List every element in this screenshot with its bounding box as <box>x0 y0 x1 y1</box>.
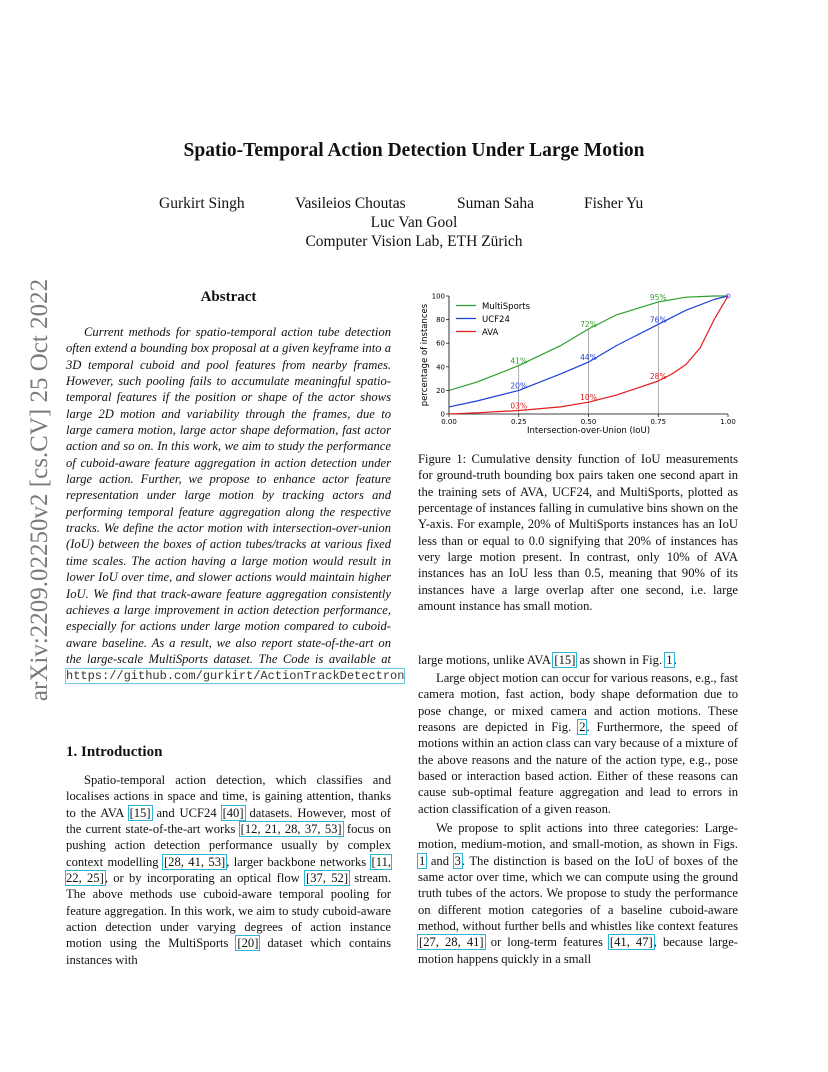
x-tick-label: 1.00 <box>720 418 736 426</box>
y-tick-label: 20 <box>436 386 445 395</box>
author-name: Fisher Yu <box>584 195 644 212</box>
paragraph-text: . Furthermore, the speed of motions within an action class can vary because of a mixture of the above reasons and the nature of the action type, e.g., pose based or interaction based action. Either of these reasons can cause sub-optimal feature aggregation and lead to errors in action classification of a given reason. <box>418 720 738 816</box>
paragraph-text: Large object motion can occur for various reasons, e.g., fast camera motion, fast action, body shape deformation due to pose change, or mixed camera and action motions. These reasons are depicted in Fig. <box>418 671 738 735</box>
paragraph-text: and <box>426 853 454 868</box>
x-axis-label: Intersection-over-Union (IoU) <box>526 426 651 436</box>
paragraph-text: focus on pushing action detection performance usually by complex context modelling <box>66 822 392 869</box>
code-link[interactable]: https://github.com/gurkirt/ActionTrackDetectron <box>66 669 405 684</box>
arxiv-identifier <box>20 278 60 702</box>
y-tick-label: 0 <box>440 410 445 419</box>
data-label: 20% <box>510 381 528 391</box>
data-label: 10% <box>580 393 597 403</box>
y-tick-label: 80 <box>436 316 445 325</box>
y-tick-label: 100 <box>431 292 445 301</box>
x-tick-label: 0.25 <box>510 418 527 426</box>
section-heading: 1. Introduction <box>66 744 163 760</box>
citation-link[interactable]: [27, 28, 41] <box>419 935 484 950</box>
data-label: 03% <box>510 401 528 411</box>
paragraph-text: , because large-motion happens quickly in a small <box>418 935 739 966</box>
paragraph-text: dataset which contains instances with <box>66 936 391 967</box>
citation-link[interactable]: [40] <box>222 805 244 820</box>
author-name: Gurkirt Singh <box>159 195 245 212</box>
x-tick-label: 0.00 <box>441 418 457 426</box>
legend-label: UCF24 <box>482 315 510 325</box>
data-label: 41% <box>510 356 528 366</box>
cdf-chart <box>418 286 748 438</box>
citation-link[interactable]: [12, 21, 28, 37, 53] <box>240 822 342 837</box>
citation-link[interactable]: [20] <box>237 936 259 951</box>
citation-link[interactable]: 3 <box>454 853 461 868</box>
x-tick-label: 0.50 <box>580 418 597 426</box>
citation-link[interactable]: [28, 41, 53] <box>163 854 226 869</box>
paragraph-text: or long-term features <box>484 935 609 950</box>
y-axis-label: percentage of instances <box>420 303 430 407</box>
paragraph-text: , larger backbone networks <box>226 854 371 869</box>
citation-link[interactable]: [37, 52] <box>306 871 349 886</box>
paragraph-text: , or by incorporating an optical flow <box>104 871 306 886</box>
arxiv-id-text: arXiv:2209.02250v2 [cs.CV] 25 Oct 2022 <box>26 278 53 702</box>
intro-paragraph <box>66 772 391 968</box>
abstract-text: Current methods for spatio-temporal action tube detection often extend a bounding box proposal at a given keyframe into a 3D temporal cuboid and pool features from nearby frames. However, such pooling fails to accumulate meaningful spatio-temporal features if the position or shape of the actor shows large 2D motion and variability through the frames, due to large camera motion, large actor shape deformation, fast actor action and so on. In this work, we aim to study the performance of cuboid-aware feature aggregation in action detection under large action. Further, we propose to enhance actor feature representation under large motion by tracking actors and performing temporal feature aggregation along the respective tracks. We define the actor motion with intersection-over-union (IoU) between the boxes of action tubes/tracks at various fixed time scales. The action having a large motion would result in lower IoU over time, and slower actions would maintain higher IoU. We find that track-aware feature aggregation consistently achieves a large improvement in action detection performance, especially for actions under large motion compared to cuboid-aware baseline. As a result, we also report state-of-the-art on the large-scale MultiSports dataset. The Code is available at <box>66 325 391 666</box>
paragraph-text: We propose to split actions into three categories: Large-motion, medium-motion, and small-motion, as shown in Figs. <box>418 821 738 852</box>
data-label: 44% <box>580 353 597 363</box>
paragraph-text: Spatio-temporal action detection, which classifies and localises actions in space and time, is gaining attention, thanks to the AVA <box>66 773 391 820</box>
paragraph-text: and UCF24 <box>151 805 222 820</box>
data-label: 95% <box>649 292 667 302</box>
paragraph-text: . The distinction is based on the IoU of boxes of the same actor over time, which we can compute using the ground truth tubes of the actors. We propose to study the performance on different motion categories of a baseline cuboid-aware method, without further bells and whistles like context features <box>418 853 738 934</box>
data-label: 28% <box>649 371 667 381</box>
citation-link[interactable]: [15] <box>129 805 151 820</box>
citation-link[interactable]: [11, 22, 25] <box>66 854 392 886</box>
affiliation: Computer Vision Lab, ETH Zürich <box>305 233 523 250</box>
body-paragraph <box>418 670 738 817</box>
paragraph-text: large motions, unlike AVA <box>418 653 554 667</box>
author-name: Luc Van Gool <box>370 214 458 231</box>
legend-label: MultiSports <box>482 302 531 312</box>
citation-link[interactable]: 1 <box>666 653 673 667</box>
citation-link[interactable]: 1 <box>419 853 426 868</box>
y-tick-label: 40 <box>436 363 445 372</box>
body-paragraph <box>418 820 738 967</box>
citation-link[interactable]: [41, 47] <box>609 935 653 950</box>
abstract-heading: Abstract <box>200 289 257 305</box>
data-label: 76% <box>649 315 667 325</box>
paragraph-text: datasets. However, most of the current state-of-the-art works <box>66 805 391 837</box>
paragraph-text: as shown in Fig. <box>576 653 666 667</box>
abstract-body <box>66 324 405 685</box>
paper-title: Spatio-Temporal Action Detection Under Large Motion <box>183 140 645 161</box>
citation-link[interactable]: [15] <box>554 653 576 667</box>
figure-chart <box>418 286 748 438</box>
citation-link[interactable]: 2 <box>579 720 586 735</box>
author-name: Suman Saha <box>457 195 535 212</box>
author-name: Vasileios Choutas <box>295 195 406 212</box>
paragraph-text: stream. The above methods use cuboid-aware temporal pooling for feature aggregation. In this work, we aim to study cuboid-aware action detection under varying degrees of action instance motion using the MultiSports <box>66 871 392 951</box>
data-label: 72% <box>580 320 597 330</box>
y-tick-label: 60 <box>436 339 445 348</box>
x-tick-label: 0.75 <box>650 418 667 426</box>
legend-label: AVA <box>482 328 499 338</box>
body-paragraph <box>418 652 738 668</box>
figure-caption: Figure 1: Cumulative density function of IoU measurements for ground-truth bounding box pairs taken one second apart in the training sets of AVA, UCF24, and MultiSports, plotted as percentage of instances falling in cumulative bins shown on the Y-axis. For example, 20% of MultiSports instances has an IoU less than or equal to 0.0 signifying that 20% of instances has very large motion present. In contrast, only 10% of AVA instances has an IoU less than 0.5, meaning that 90% of its instances have a large overlap after one second, i.e. large amount instance has small motion. <box>418 452 739 614</box>
paragraph-text: . <box>673 653 677 667</box>
